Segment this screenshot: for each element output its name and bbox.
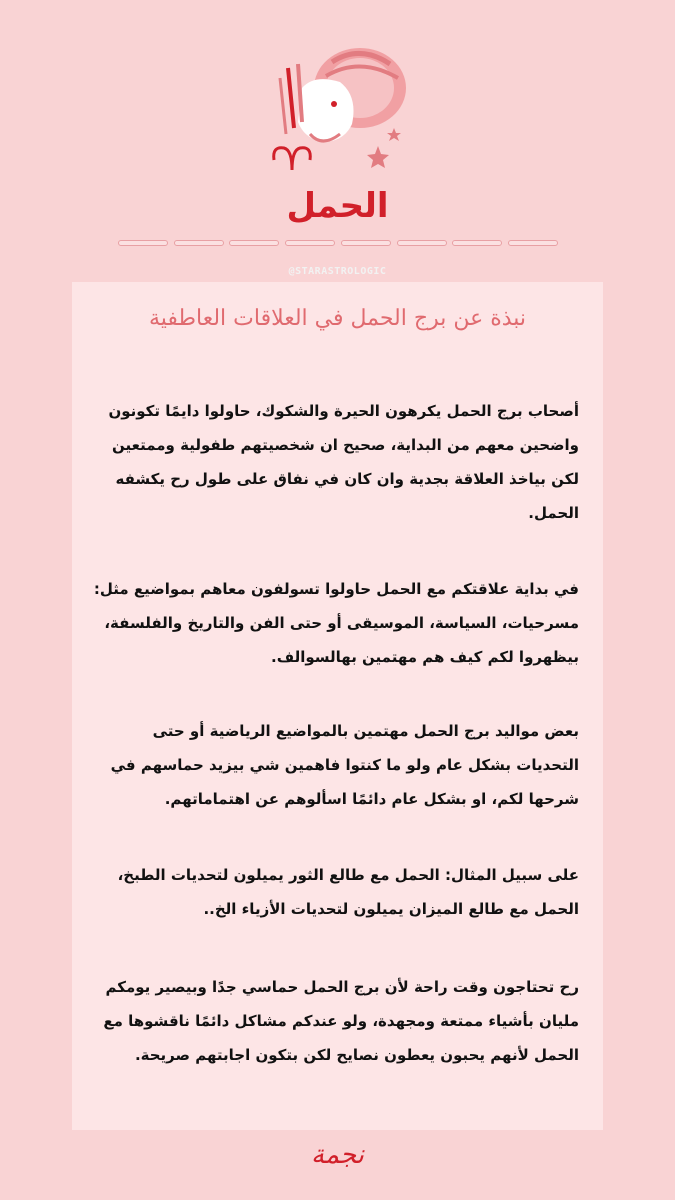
content-card xyxy=(72,282,603,1130)
paragraph: على سبيل المثال: الحمل مع طالع الثور يميلون لتحديات الطبخ، الحمل مع طالع الميزان يميلون لتحديات الأزياء الخ.. xyxy=(117,866,579,918)
signature-logo: نجمة xyxy=(311,1140,364,1170)
dash-divider xyxy=(452,240,502,246)
dash-divider xyxy=(229,240,279,246)
paragraph: في بداية علاقتكم مع الحمل حاولوا تسولفون معاهم بمواضيع مثل: مسرحيات، السياسة، الموسيقى أو حتى الفن والتاريخ والفلسفة، بيظهروا لكم كيف هم مهتمين بهالسوالف. xyxy=(93,580,579,666)
dash-divider xyxy=(285,240,335,246)
page-title: الحمل xyxy=(286,186,389,226)
aries-ram-illustration xyxy=(262,38,412,178)
card-heading: نبذة عن برج الحمل في العلاقات العاطفية xyxy=(148,306,527,331)
dash-divider xyxy=(508,240,558,246)
dash-divider xyxy=(397,240,447,246)
decorative-dashes xyxy=(118,240,558,250)
paragraph: أصحاب برج الحمل يكرهون الحيرة والشكوك، حاولوا دايمًا تكونون واضحين معهم من البداية، صحيح ان شخصيتهم طفولية وممتعين لكن بياخذ العلاقة بجدية وان كان في نفاق على طول رح يكشفه الحمل. xyxy=(108,402,579,522)
dash-divider xyxy=(118,240,168,246)
dash-divider xyxy=(174,240,224,246)
paragraph: بعض مواليد برج الحمل مهتمين بالمواضيع الرياضية أو حتى التحديات بشكل عام ولو ما كنتوا فاهمين شي بيزيد حماسهم في شرحها لكم، او بشكل عام دائمًا اسألوهم عن اهتماماتهم. xyxy=(110,722,579,808)
dash-divider xyxy=(341,240,391,246)
paragraph: رح تحتاجون وقت راحة لأن برج الحمل حماسي جدًا وبيصير يومكم مليان بأشياء ممتعة ومجهدة، ولو عندكم مشاكل دائمًا ناقشوها مع الحمل لأنهم يحبون يعطون نصايح لكن بتكون اجابتهم صريحة. xyxy=(103,978,579,1064)
account-handle: @STARASTROLOGIC xyxy=(288,266,387,277)
